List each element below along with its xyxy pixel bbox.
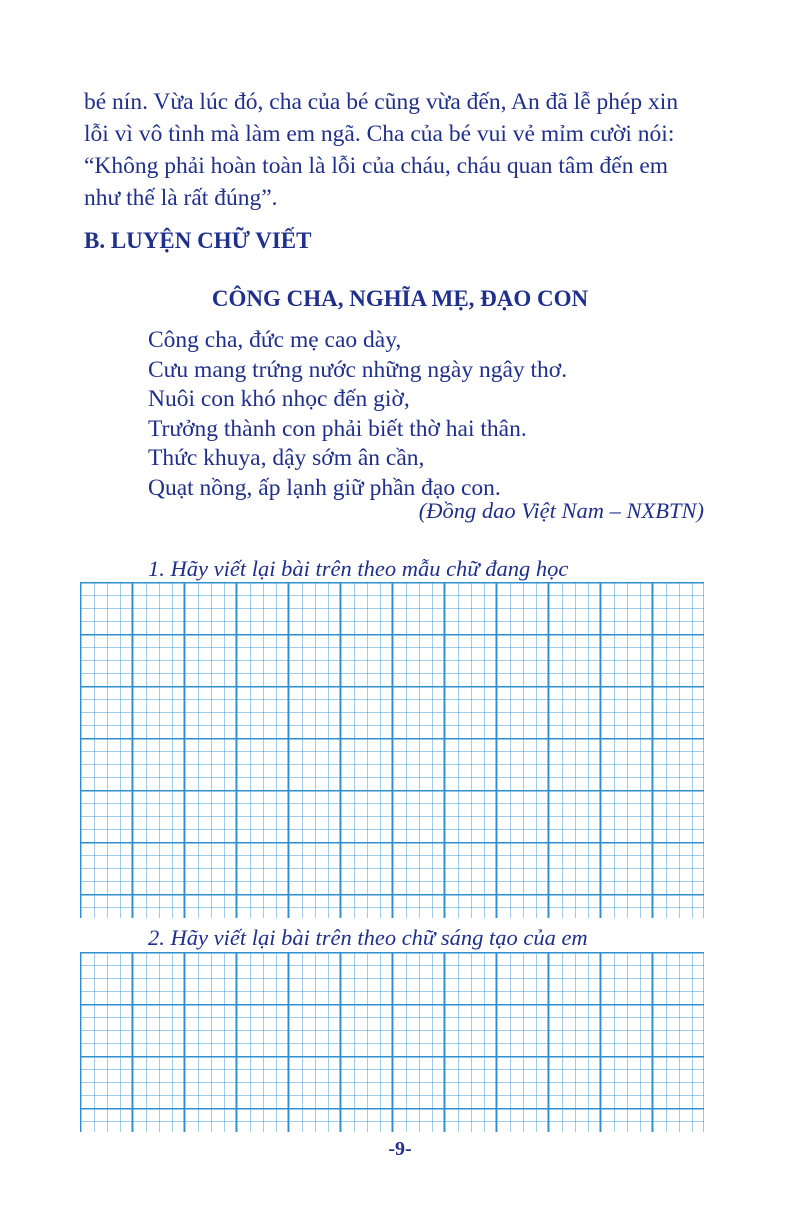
writing-grid-2[interactable] [80, 952, 704, 1132]
poem-line: Thức khuya, dậy sớm ân cần, [148, 445, 425, 471]
poem-line: Nuôi con khó nhọc đến giờ, [148, 386, 410, 412]
poem-line: Công cha, đức mẹ cao dày, [148, 327, 402, 353]
story-line: “Không phải hoàn toàn là lỗi của cháu, cháu quan tâm đến em [84, 153, 669, 179]
story-line: lỗi vì vô tình mà làm em ngã. Cha của bé vui vẻ mỉm cười nói: [84, 121, 675, 147]
story-line: bé nín. Vừa lúc đó, cha của bé cũng vừa đến, An đã lễ phép xin [84, 89, 679, 115]
poem-verses [148, 326, 567, 503]
writing-grid-1[interactable] [80, 582, 704, 918]
section-heading: B. LUYỆN CHỮ VIẾT [84, 228, 312, 253]
page-number: -9- [388, 1138, 412, 1160]
poem-line: Quạt nồng, ấp lạnh giữ phần đạo con. [148, 474, 501, 501]
poem-attribution: (Đồng dao Việt Nam – NXBTN) [418, 498, 704, 523]
story-line: như thế là rất đúng”. [84, 185, 278, 211]
poem-line: Trưởng thành con phải biết thờ hai thân. [148, 415, 527, 442]
poem-line: Cưu mang trứng nước những ngày ngây thơ. [148, 356, 568, 383]
poem-title: CÔNG CHA, NGHĨA MẸ, ĐẠO CON [211, 286, 589, 311]
exercise-1-instruction: 1. Hãy viết lại bài trên theo mẫu chữ đang học [148, 556, 569, 581]
exercise-2-instruction: 2. Hãy viết lại bài trên theo chữ sáng tạo của em [148, 925, 588, 950]
story-paragraph [84, 86, 724, 214]
